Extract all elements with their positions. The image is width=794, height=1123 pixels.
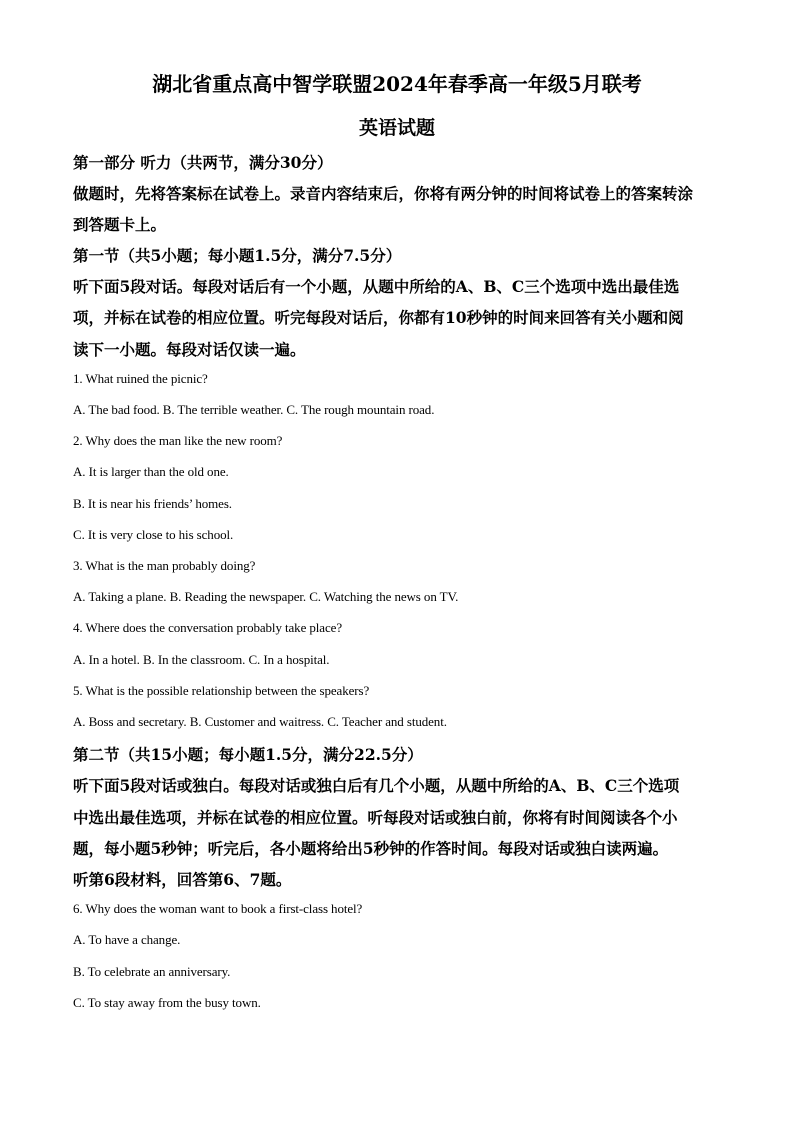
- section1-instructions-line2: 项，并标在试卷的相应位置。听完每段对话后，你都有10秒钟的时间来回答有关小题和阅: [73, 308, 684, 327]
- exam-subtitle: 英语试题: [358, 117, 435, 139]
- question-1-options: A. The bad food. B. The terrible weather. C. The rough mountain road.: [73, 402, 435, 417]
- section2-instructions-line1: 听下面5段对话或独白。每段对话或独白后有几个小题，从题中所给的A、B、C三个选项: [73, 776, 680, 795]
- section2-instructions-line2: 中选出最佳选项，并标在试卷的相应位置。听每段对话或独白前，你将有时间阅读各个小: [73, 808, 678, 827]
- part1-instructions-line2: 到答题卡上。: [73, 215, 167, 234]
- exam-title: 湖北省重点高中智学联盟2024年春季高一年级5月联考: [152, 72, 642, 96]
- part1-heading: 第一部分 听力（共两节，满分30分）: [73, 153, 333, 172]
- section1-heading: 第一节（共5小题；每小题1.5分，满分7.5分）: [73, 246, 402, 265]
- question-2-option-c: C. It is very close to his school.: [73, 527, 234, 542]
- question-5-options: A. Boss and secretary. B. Customer and waitress. C. Teacher and student.: [73, 714, 447, 729]
- section1-instructions-line1: 听下面5段对话。每段对话后有一个小题，从题中所给的A、B、C三个选项中选出最佳选: [73, 277, 680, 296]
- section2-heading: 第二节（共15小题；每小题1.5分，满分22.5分）: [73, 745, 423, 764]
- part1-instructions-line1: 做题时，先将答案标在试卷上。录音内容结束后，你将有两分钟的时间将试卷上的答案转涂: [73, 184, 694, 203]
- question-2: 2. Why does the man like the new room?: [73, 433, 283, 448]
- question-2-option-a: A. It is larger than the old one.: [73, 464, 229, 479]
- material-6-heading: 听第6段材料，回答第6、7题。: [73, 870, 292, 889]
- question-6-option-c: C. To stay away from the busy town.: [73, 995, 261, 1010]
- question-4: 4. Where does the conversation probably take place?: [73, 620, 342, 635]
- question-4-options: A. In a hotel. B. In the classroom. C. In a hospital.: [73, 652, 330, 667]
- question-3: 3. What is the man probably doing?: [73, 558, 256, 573]
- question-6: 6. Why does the woman want to book a first-class hotel?: [73, 901, 363, 916]
- question-1: 1. What ruined the picnic?: [73, 371, 208, 386]
- question-3-options: A. Taking a plane. B. Reading the newspaper. C. Watching the news on TV.: [73, 589, 459, 604]
- section2-instructions-line3: 题，每小题5秒钟；听完后，各小题将给出5秒钟的作答时间。每段对话或独白读两遍。: [73, 839, 669, 858]
- question-2-option-b: B. It is near his friends’ homes.: [73, 496, 232, 511]
- question-5: 5. What is the possible relationship between the speakers?: [73, 683, 370, 698]
- question-6-option-a: A. To have a change.: [73, 932, 181, 947]
- section1-instructions-line3: 读下一小题。每段对话仅读一遍。: [73, 340, 306, 359]
- question-6-option-b: B. To celebrate an anniversary.: [73, 964, 231, 979]
